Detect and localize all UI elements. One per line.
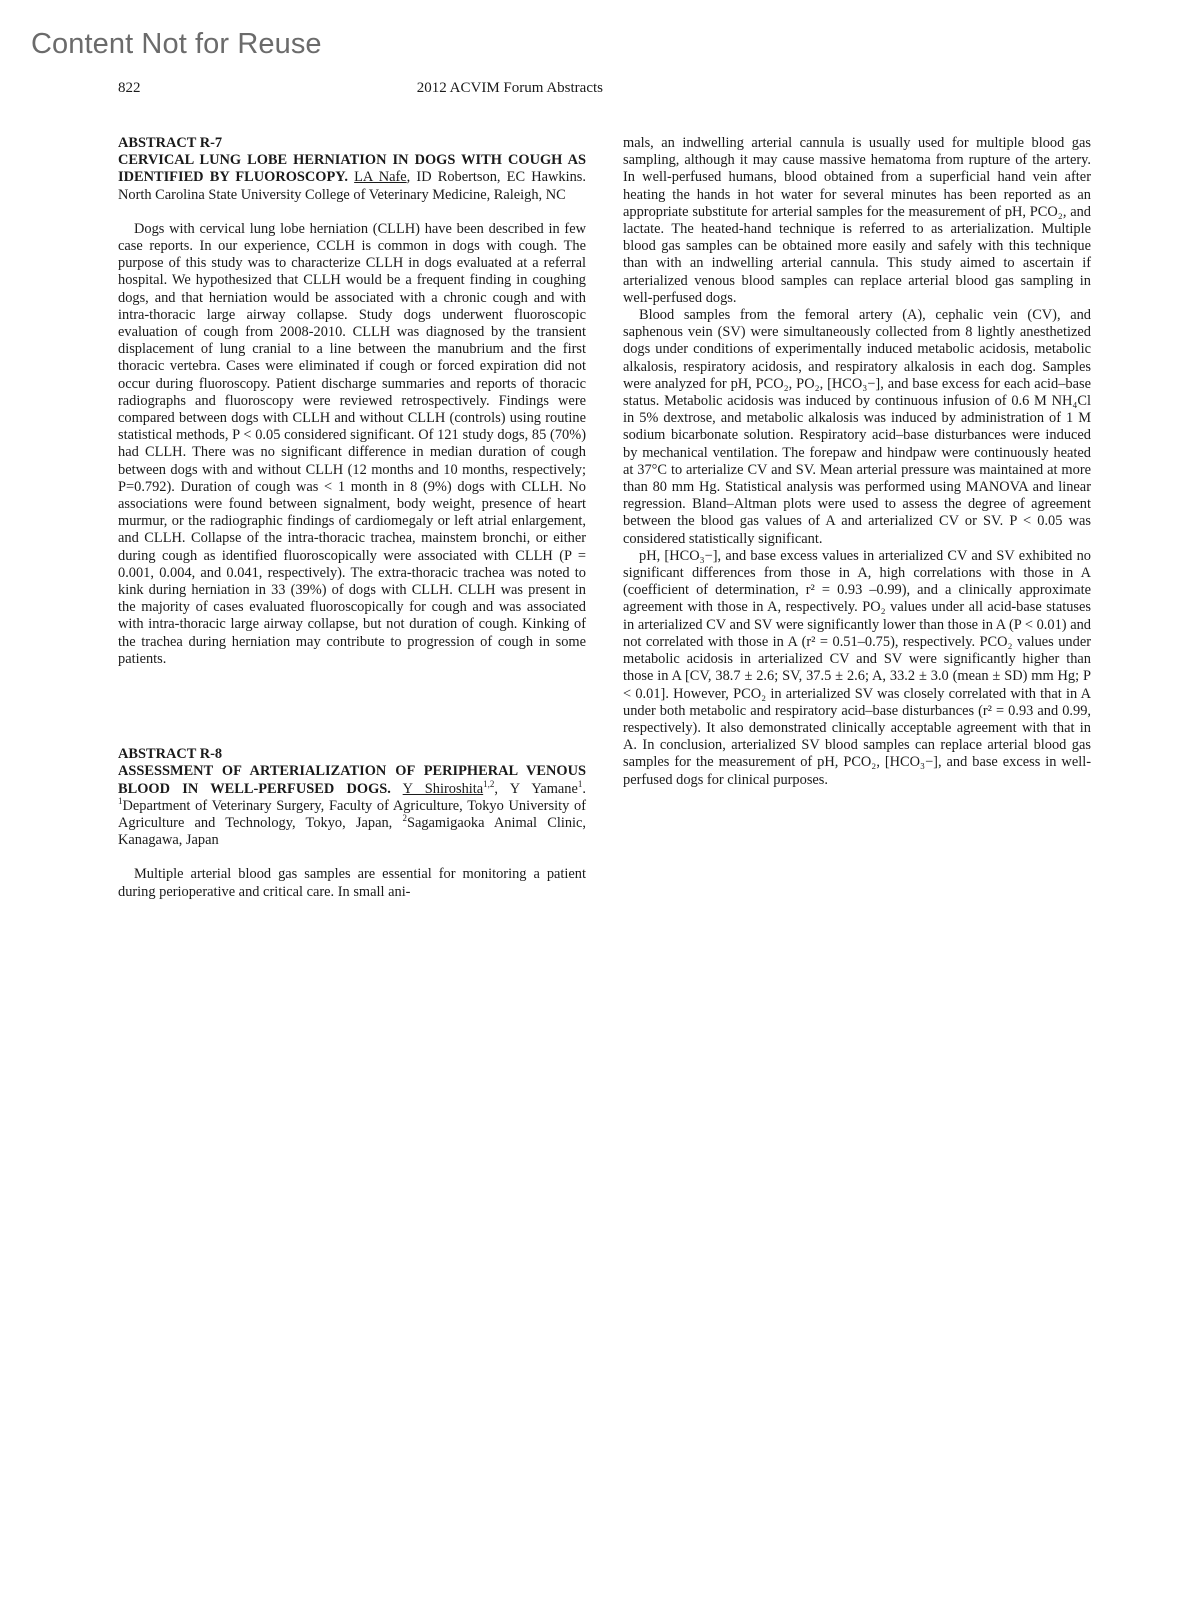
watermark: Content Not for Reuse bbox=[31, 28, 322, 60]
abstract-r8-affiliation-2: Sagamigaoka Animal Clinic, Kanagawa, Japan bbox=[118, 814, 586, 849]
right-column bbox=[623, 135, 1091, 789]
running-header bbox=[118, 80, 1200, 100]
journal-title: 2012 ACVIM Forum Abstracts bbox=[416, 80, 603, 96]
page-number: 822 bbox=[118, 80, 141, 96]
abstract-r8-affiliation-2-sup: 2 bbox=[402, 813, 407, 824]
abstract-r8-heading: ABSTRACT R-8 ASSESSMENT OF ARTERIALIZATION OF PERIPHERAL VENOUS BLOOD IN WELL-PERFUSED DOGS. Y Shiroshita$^{1,2}$, Y Yamane$^1$. $^1$Department of Veterinary Surgery, Faculty of Agriculture, Tokyo University of Agriculture and Technology, Tokyo, Japan, $^2$Sagamigaoka Animal Clinic, Kanagawa, Japan bbox=[118, 746, 586, 849]
abstract-r7-affiliation: North Carolina State University College of Veterinary Medicine, Raleigh, NC bbox=[118, 186, 566, 203]
abstract-r8-presenting-author: Y Shiroshita bbox=[402, 780, 484, 797]
abstract-r8-para-1-continued: mals, an indwelling arterial cannula is usually used for multiple blood gas sampling, although it may cause massive hematoma from rupture of the artery. In well-perfused humans, blood obtained from a superficial hand vein after heating the hands in hot water for several minutes has been reported as an appropriate substitute for arterial samples for the measurement of pH, PCO₂, and lactate. The heated-hand technique is referred to as arterialization. Multiple blood gas samples can be obtained more easily and safely with this technique than with an indwelling arterial cannula. This study aimed to ascertain if arterialized venous blood samples can replace arterial blood gas sampling in well-perfused dogs. bbox=[623, 135, 1091, 306]
abstract-r7-heading bbox=[118, 135, 586, 204]
abstract-r7-id: ABSTRACT R-7 bbox=[118, 135, 223, 151]
abstract-r8-title: ASSESSMENT OF ARTERIALIZATION OF PERIPHERAL VENOUS BLOOD IN WELL-PERFUSED DOGS. bbox=[118, 763, 586, 797]
abstract-r7-presenting-author: LA Nafe bbox=[354, 169, 407, 186]
abstract-r8-para-3: pH, [HCO₃−], and base excess values in arterialized CV and SV exhibited no significant differences from those in A, high correlations with those in A (coefficient of determination, r² = 0.93 –0.99), and a clinically approximate agreement with those in A, respectively. PO₂ values under all acid-base statuses in arterialized CV and SV were significantly lower than those in A (P < 0.01) and not correlated with those in A (r² = 0.51–0.75), respectively. PCO₂ values under metabolic acidosis in arterialized CV and SV were significantly higher than those in A [CV, 38.7 ± 2.6; SV, 37.5 ± 2.6; A, 33.2 ± 3.0 (mean ± SD) mm Hg; P < 0.01]. However, PCO₂ in arterialized SV was closely correlated with that in A under both metabolic and respiratory acid–base disturbances (r² = 0.93 and 0.99, respectively). It also demonstrated clinically acceptable agreement with that in A. In conclusion, arterialized SV blood samples can replace arterial blood gas samples for the measurement of pH, PCO₂, [HCO₃−], and base excess in well-perfused dogs for clinical purposes. bbox=[623, 547, 1091, 788]
left-column bbox=[118, 135, 586, 901]
abstract-r8-para-1-start bbox=[118, 866, 586, 900]
abstract-r7-coauthors: , ID Robertson, EC Hawkins. bbox=[406, 169, 586, 186]
abstract-r8-affiliation-1-sup: 1 bbox=[118, 795, 123, 806]
abstract-r8-para-1: Multiple arterial blood gas samples are essential for monitoring a patient during perioperative and critical care. In small ani- bbox=[118, 866, 586, 900]
abstract-r8-coauthor-sup: 1 bbox=[577, 778, 583, 789]
abstract-r8-id: ABSTRACT R-8 bbox=[118, 746, 223, 763]
abstract-r8-coauthor: , Y Yamane bbox=[494, 780, 578, 797]
abstract-r8-affiliation-1: Department of Veterinary Surgery, Faculty of Agriculture, Tokyo University of Agriculture and Technology, Tokyo, Japan, bbox=[118, 797, 586, 831]
abstract-r8-para-2: Blood samples from the femoral artery (A), cephalic vein (CV), and saphenous vein (SV) were simultaneously collected from 8 lightly anesthetized dogs under conditions of experimentally induced metabolic acidosis, metabolic alkalosis, respiratory acidosis, and respiratory alkalosis in each dog. Samples were analyzed for pH, PCO₂, PO₂, [HCO₃−], and base excess for each acid–base status. Metabolic acidosis was induced by continuous infusion of 0.6 M NH₄Cl in 5% dextrose, and metabolic alkalosis was induced by administration of 1 M sodium bicarbonate solution. Respiratory acid–base disturbances were induced by mechanical ventilation. The forepaw and hindpaw were continuously heated at 37°C to arterialize CV and SV. Mean arterial pressure was maintained at more than 80 mm Hg. Statistical analysis was performed using MANOVA and linear regression. Bland–Altman plots were used to assess the degree of agreement between the blood gas values of A and arterialized CV or SV. P < 0.05 was considered statistically significant. bbox=[623, 307, 1091, 547]
abstract-r8-presenting-author-sup: 1,2 bbox=[483, 778, 495, 789]
abstract-r7-title: CERVICAL LUNG LOBE HERNIATION IN DOGS WITH COUGH AS IDENTIFIED BY FLUOROSCOPY. bbox=[118, 152, 586, 186]
abstract-r7-body: Dogs with cervical lung lobe herniation (CLLH) have been described in few case reports. In our experience, CCLH is common in dogs with cough. The purpose of this study was to characterize CLLH in dogs evaluated at a referral hospital. We hypothesized that CLLH would be a frequent finding in coughing dogs, and that herniation would be associated with a chronic cough and with intra-thoracic large airway collapse. Study dogs underwent fluoroscopic evaluation of cough from 2008-2010. CLLH was diagnosed by the transient displacement of lung cranial to a line between the manubrium and the first thoracic vertebra. Cases were eliminated if cough or forced expiration did not occur during fluoroscopy. Patient discharge summaries and reports of thoracic radiographs and fluoroscopy were reviewed retrospectively. Findings were compared between dogs with CLLH and without CLLH (controls) using routine statistical methods, P < 0.05 considered significant. Of 121 study dogs, 85 (70%) had CLLH. There was no significant difference in median duration of cough between dogs with and without CLLH (12 months and 10 months, respectively; P=0.792). Duration of cough was < 1 month in 8 (9%) dogs with CLLH. No associations were found between signalment, body weight, presence of heart murmur, or the radiographic findings of cardiomegaly or left atrial enlargement, and CLLH. Collapse of the intra-thoracic trachea, mainstem bronchi, or either during cough as identified fluoroscopically were associated with CLLH (P = 0.001, 0.004, and 0.041, respectively). The extra-thoracic trachea was noted to kink during herniation in 33 (39%) of dogs with CLLH. CLLH was present in the majority of cases evaluated fluoroscopically for cough and was associated with intra-thoracic large airway collapse, but not duration of cough. Kinking of the trachea during herniation may contribute to progression of cough in some patients. bbox=[118, 220, 586, 667]
